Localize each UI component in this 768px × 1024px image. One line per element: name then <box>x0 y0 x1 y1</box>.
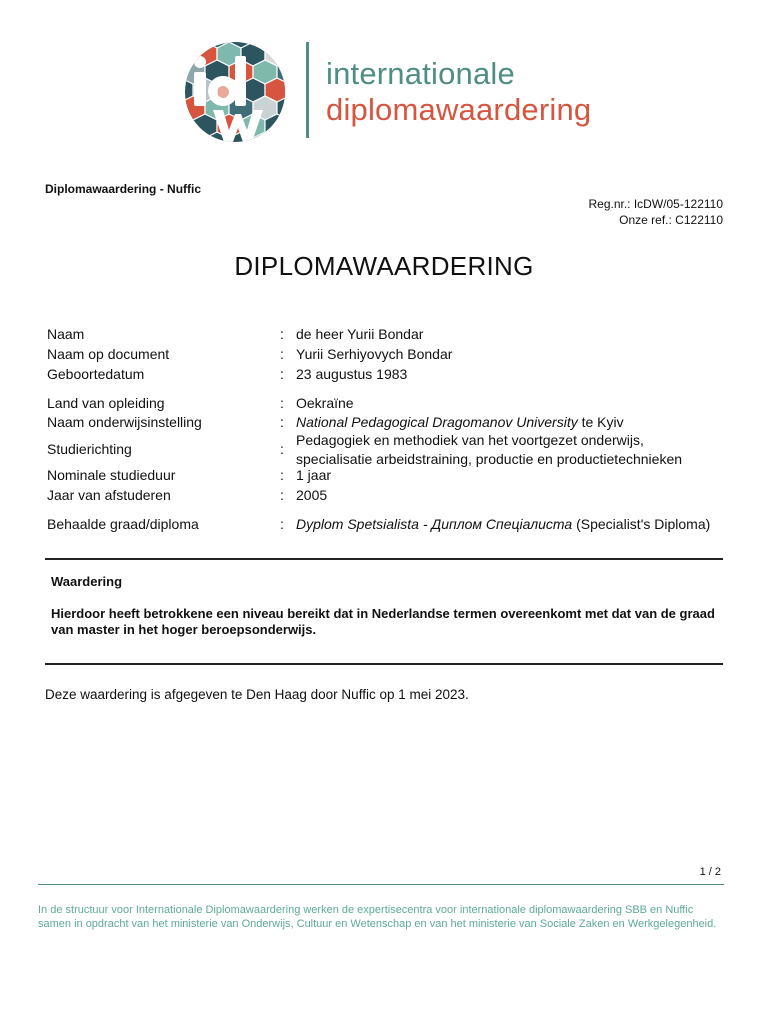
detail-separator: : <box>280 395 284 411</box>
detail-value: de heer Yurii Bondar <box>296 326 424 342</box>
detail-label: Geboortedatum <box>47 366 145 382</box>
institution-location: te Kyiv <box>577 414 624 430</box>
brand-line-2: diplomawaardering <box>326 92 592 127</box>
section-divider <box>45 558 723 560</box>
section-divider <box>45 663 723 665</box>
detail-label: Jaar van afstuderen <box>47 487 171 503</box>
detail-value-line-2: specialisatie arbeidstraining, productie en productietechnieken <box>296 451 683 467</box>
logo-divider <box>306 42 309 138</box>
detail-value: Yurii Serhiyovych Bondar <box>296 346 453 362</box>
detail-label: Studierichting <box>47 441 132 457</box>
detail-label: Naam <box>47 326 85 342</box>
detail-label: Naam op document <box>47 346 170 362</box>
footer-divider <box>38 884 724 885</box>
waardering-text: Hierdoor heeft betrokkene een niveau bereikt dat in Nederlandse termen overeenkomt met dat van de graad van master in het hoger beroepsonderwijs. <box>51 606 715 637</box>
footer-text: In de structuur voor Internationale Diplomawaardering werken de expertisecentra voor internationale diplomawaardering SBB en Nuffic samen in opdracht van het ministerie van Onderwijs, Cultuur en Wetenschap en van het ministerie van Sociale Zaken en Werkgelegenheid. <box>38 904 717 930</box>
detail-separator: : <box>280 414 284 430</box>
diploma-translation: (Specialist's Diploma) <box>572 516 711 532</box>
detail-separator: : <box>280 467 284 483</box>
our-reference: Onze ref.: C122110 <box>619 213 723 227</box>
detail-value: 23 augustus 1983 <box>296 366 408 382</box>
brand-line-1: internationale <box>326 56 515 91</box>
idw-logo-icon <box>183 40 287 144</box>
detail-value <box>296 515 736 534</box>
detail-value <box>296 413 736 432</box>
detail-value-line-1: Pedagogiek en methodiek van het voortgezet onderwijs, <box>296 432 644 448</box>
document-title: DIPLOMAWAARDERING <box>234 251 534 281</box>
waardering-heading: Waardering <box>51 574 123 589</box>
issuer-label: Diplomawaardering - Nuffic <box>45 182 202 196</box>
detail-label: Nominale studieduur <box>47 467 176 483</box>
registration-number: Reg.nr.: IcDW/05-122110 <box>588 197 723 211</box>
detail-separator: : <box>280 366 284 382</box>
detail-value: Oekraïne <box>296 395 354 411</box>
detail-value: 2005 <box>296 487 328 503</box>
detail-separator: : <box>280 516 284 532</box>
detail-separator: : <box>280 441 284 457</box>
page-number: 1 / 2 <box>699 866 721 878</box>
institution-name: National Pedagogical Dragomanov University <box>296 414 578 430</box>
detail-separator: : <box>280 326 284 342</box>
detail-value: 1 jaar <box>296 467 332 483</box>
detail-separator: : <box>280 346 284 362</box>
detail-separator: : <box>280 487 284 503</box>
detail-label: Behaalde graad/diploma <box>47 516 199 532</box>
diploma-name: Dyplom Spetsialista - Диплом Спеціалиста <box>296 516 573 532</box>
detail-label: Naam onderwijsinstelling <box>47 414 202 430</box>
issued-statement: Deze waardering is afgegeven te Den Haag door Nuffic op 1 mei 2023. <box>45 687 469 702</box>
detail-label: Land van opleiding <box>47 395 165 411</box>
